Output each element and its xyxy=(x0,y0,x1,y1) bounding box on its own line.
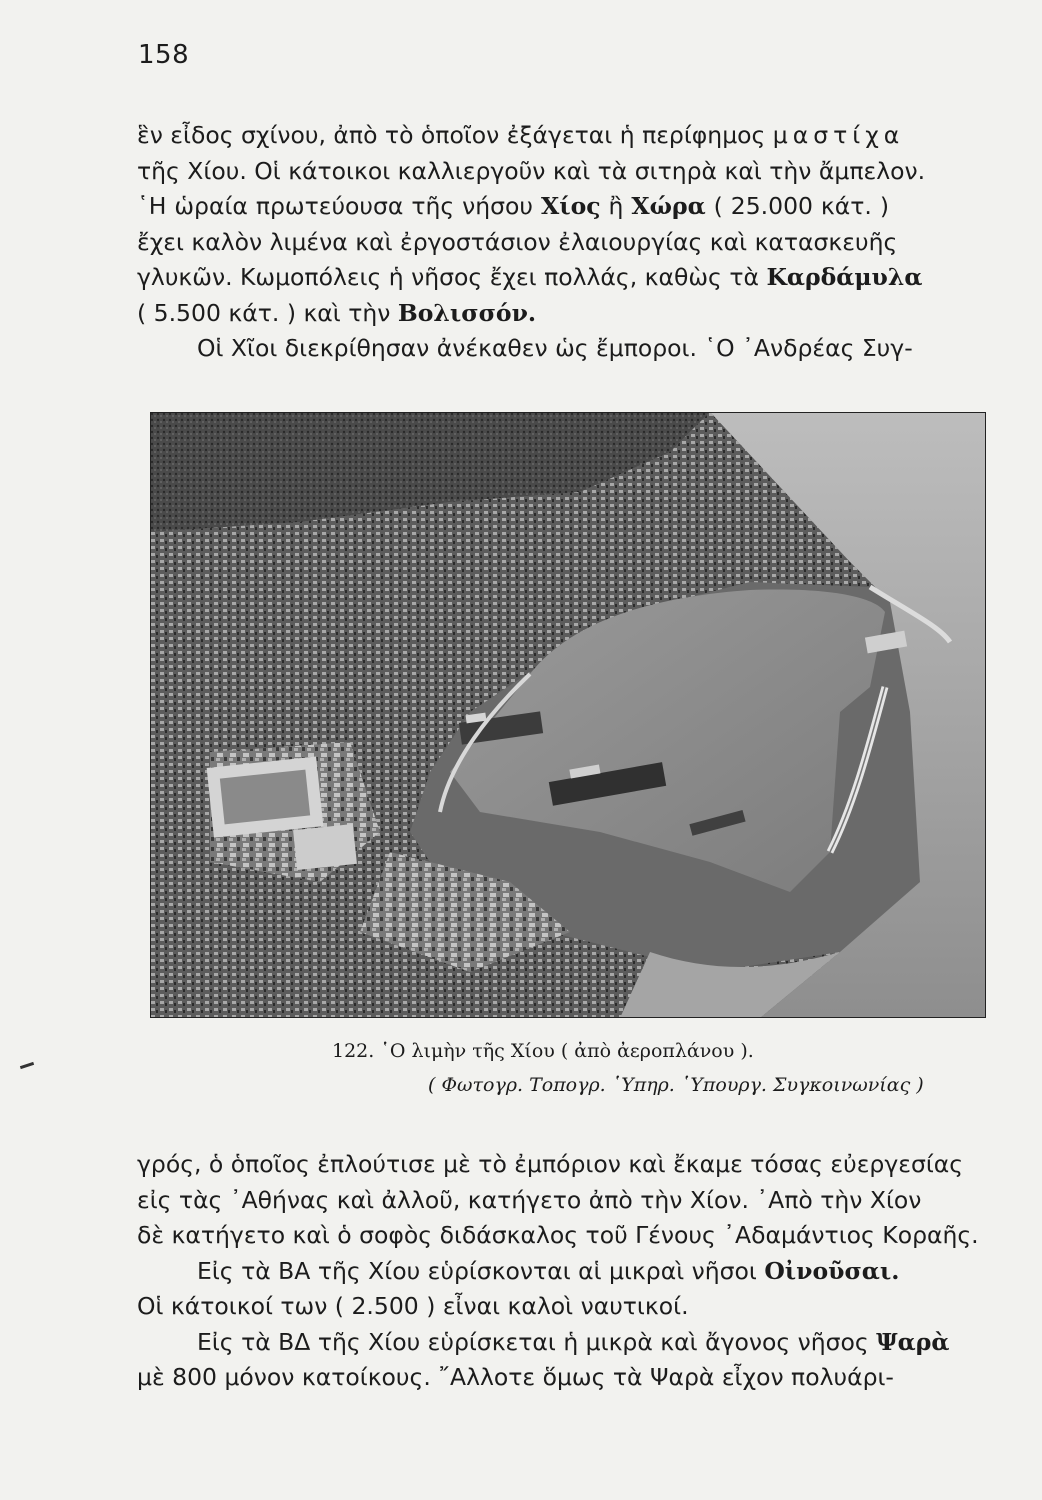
place-name-volissos: Βολισσόν. xyxy=(397,298,537,327)
text-line: μὲ 800 μόνον κατοίκους. ῎Αλλοτε ὅμως τὰ Ψαρὰ εἶχον πολυάρι- xyxy=(137,1363,894,1391)
bottom-paragraph xyxy=(137,1147,979,1396)
place-name-chora: Χώρα xyxy=(631,192,706,220)
harbor-aerial-photo xyxy=(150,412,986,1018)
text-line: Εἰς τὰ ΒΔ τῆς Χίου εὑρίσκεται ἡ μικρὰ καὶ ἄγονος νῆσος Ψαρὰ xyxy=(197,1327,950,1356)
text-line: Εἰς τὰ ΒΑ τῆς Χίου εὑρίσκονται αἱ μικραὶ νῆσοι Οἰνοῦσαι. xyxy=(197,1256,900,1285)
text-line: γρός, ὁ ὁποῖος ἐπλούτισε μὲ τὸ ἐμπόριον καὶ ἔκαμε τόσας εὐεργεσίας xyxy=(137,1150,964,1178)
page-number: 158 xyxy=(138,40,190,70)
top-paragraph xyxy=(137,118,926,367)
text-line: ῾Η ὡραία πρωτεύουσα τῆς νήσου Χίος ἢ Χώρα ( 25.000 κάτ. ) xyxy=(137,192,889,220)
emphasized-word-mastixa: μαστίχα xyxy=(772,121,905,149)
text-line: ἔχει καλὸν λιμένα καὶ ἐργοστάσιον ἐλαιουργίας καὶ κατασκευῆς xyxy=(137,227,898,256)
text-line: Οἱ Χῖοι διεκρίθησαν ἀνέκαθεν ὡς ἔμποροι. ῾Ο ᾿Ανδρέας Συγ- xyxy=(197,334,913,362)
stray-print-mark xyxy=(20,1062,34,1069)
figure-caption: 122. ῾Ο λιμὴν τῆς Χίου ( ἀπὸ ἀεροπλάνου ). xyxy=(332,1040,754,1062)
place-name-kardamyla: Καρδάμυλα xyxy=(766,263,923,291)
text-line: ἓν εἶδος σχίνου, ἀπὸ τὸ ὁποῖον ἐξάγεται ἡ περίφημος μαστίχα xyxy=(137,121,905,149)
harbor-photo-image xyxy=(150,412,986,1018)
place-name-oinousses: Οἰνοῦσαι. xyxy=(764,1256,900,1285)
text-line: ( 5.500 κάτ. ) καὶ τὴν Βολισσόν. xyxy=(137,298,537,327)
text-line: εἰς τὰς ᾿Αθήνας καὶ ἀλλοῦ, κατήγετο ἀπὸ τὴν Χίον. ᾿Απὸ τὴν Χίον xyxy=(137,1185,922,1214)
place-name-psara: Ψαρὰ xyxy=(876,1327,950,1356)
text-line: δὲ κατήγετο καὶ ὁ σοφὸς διδάσκαλος τοῦ Γένους ᾿Αδαμάντιος Κοραῆς. xyxy=(137,1221,979,1249)
text-line: τῆς Χίου. Οἱ κάτοικοι καλλιεργοῦν καὶ τὰ σιτηρὰ καὶ τὴν ἄμπελον. xyxy=(137,156,926,185)
place-name-chios: Χίος xyxy=(540,192,601,220)
text-line: γλυκῶν. Κωμοπόλεις ἡ νῆσος ἔχει πολλάς, καθὼς τὰ Καρδάμυλα xyxy=(137,263,923,291)
text-line: Οἱ κάτοικοί των ( 2.500 ) εἶναι καλοὶ ναυτικοί. xyxy=(137,1292,689,1320)
photo-credit: ( Φωτογρ. Τοπογρ. ῾Υπηρ. ῾Υπουργ. Συγκοινωνίας ) xyxy=(428,1074,924,1096)
